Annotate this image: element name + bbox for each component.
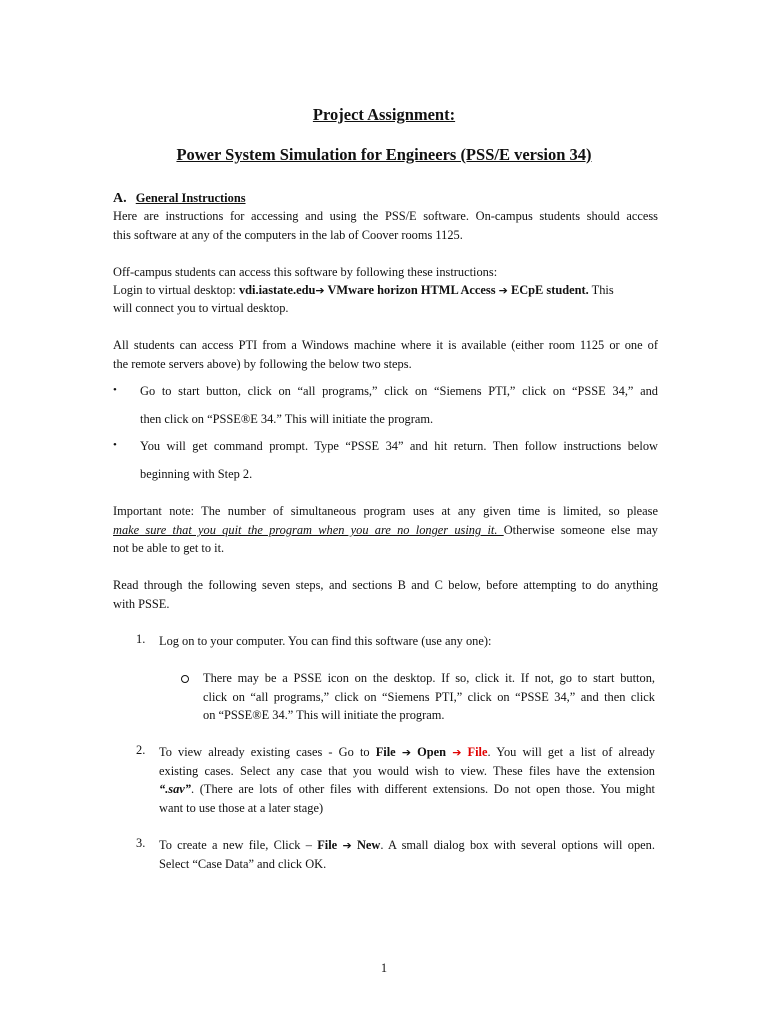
bullet-item-line: Go to start button, click on “all programs,” click on “Siemens PTI,” click on “PSSE 34,” and — [140, 384, 658, 398]
bullet-item-line: then click on “PSSE®E 34.” This will initiate the program. — [140, 412, 434, 426]
document-title: Project Assignment: — [312, 105, 456, 124]
menu-file-text-red: File — [467, 745, 488, 759]
text-run: To view already existing cases - Go to — [159, 745, 376, 759]
menu-new-text: New — [356, 838, 381, 852]
vdi-address: vdi.iastate.edu — [238, 283, 316, 297]
arrow-icon: ➔ — [315, 284, 325, 297]
vmware-text: VMware horizon HTML Access — [324, 283, 499, 297]
arrow-icon: ➔ — [452, 746, 462, 759]
step-number: 3. — [136, 836, 146, 850]
paragraph-line: Read through the following seven steps, and sections B and C below, before attempting to do anything — [113, 578, 658, 592]
step-line — [159, 836, 655, 855]
arrow-icon: ➔ — [342, 839, 352, 852]
step-text: Log on to your computer. You can find this software (use any one): — [159, 634, 492, 648]
ecpe-text: ECpE student. — [507, 283, 589, 297]
bullet-item-line: You will get command prompt. Type “PSSE 34” and hit return. Then follow instructions below — [140, 439, 658, 453]
bullet-icon: • — [113, 439, 117, 451]
step-line: existing cases. Select any case that you would wish to view. These files have the extension — [159, 764, 655, 778]
section-letter: A. — [113, 191, 127, 206]
arrow-icon: ➔ — [401, 746, 412, 759]
step-line: Select “Case Data” and click OK. — [159, 857, 327, 871]
login-instructions — [113, 281, 658, 300]
paragraph-line: with PSSE. — [113, 597, 170, 611]
sub-step-line: click on “all programs,” click on “Siemens PTI,” click on “PSSE 34,” and then click — [203, 690, 655, 704]
section-heading-text: General Instructions — [135, 191, 246, 205]
extension-text: “.sav” — [159, 782, 192, 796]
text-run: . (There are lots of other files with different extensions. Do not open those. You might — [191, 782, 655, 796]
text-run: . You will get a list of already — [487, 745, 655, 759]
text-run: Otherwise someone else may — [503, 523, 659, 537]
step-line: want to use those at a later stage) — [159, 801, 324, 815]
bullet-item-line: beginning with Step 2. — [140, 467, 253, 481]
arrow-icon: ➔ — [498, 284, 508, 297]
step-number: 1. — [136, 632, 146, 646]
section-a-heading — [113, 189, 658, 208]
important-note-line — [113, 521, 658, 540]
text-run: Login to virtual desktop: — [113, 283, 239, 297]
paragraph-line: not be able to get to it. — [113, 541, 225, 555]
paragraph-line: Here are instructions for accessing and using the PSS/E software. On-campus students should access — [113, 209, 658, 223]
step-line — [159, 743, 655, 762]
paragraph-line: will connect you to virtual desktop. — [113, 301, 289, 315]
paragraph-line: Important note: The number of simultaneous program uses at any given time is limited, so please — [113, 504, 658, 518]
sub-step-line: on “PSSE®E 34.” This will initiate the program. — [203, 708, 445, 722]
menu-open-text: Open — [417, 745, 447, 759]
step-line — [159, 780, 655, 799]
document-subtitle: Power System Simulation for Engineers (PSS/E version 34) — [176, 145, 592, 164]
sub-step-line: There may be a PSSE icon on the desktop. If so, click it. If not, go to start button, — [203, 671, 655, 685]
text-run: . A small dialog box with several options will open. — [380, 838, 655, 852]
paragraph-line: the remote servers above) by following the below two steps. — [113, 357, 412, 371]
menu-file-text: File — [375, 745, 396, 759]
bullet-icon: • — [113, 384, 117, 396]
emphasized-text: make sure that you quit the program when you are no longer using it. — [113, 523, 504, 537]
menu-file-text: File — [317, 838, 338, 852]
step-number: 2. — [136, 743, 146, 757]
paragraph-line: this software at any of the computers in the lab of Coover rooms 1125. — [113, 228, 463, 242]
circle-bullet-icon — [181, 675, 189, 683]
text-run: To create a new file, Click – — [159, 838, 318, 852]
paragraph-line: All students can access PTI from a Windows machine where it is available (either room 1125 or one of — [113, 338, 658, 352]
text-run: This — [588, 283, 614, 297]
paragraph-line: Off-campus students can access this software by following these instructions: — [113, 265, 498, 279]
page-number: 1 — [380, 961, 388, 975]
